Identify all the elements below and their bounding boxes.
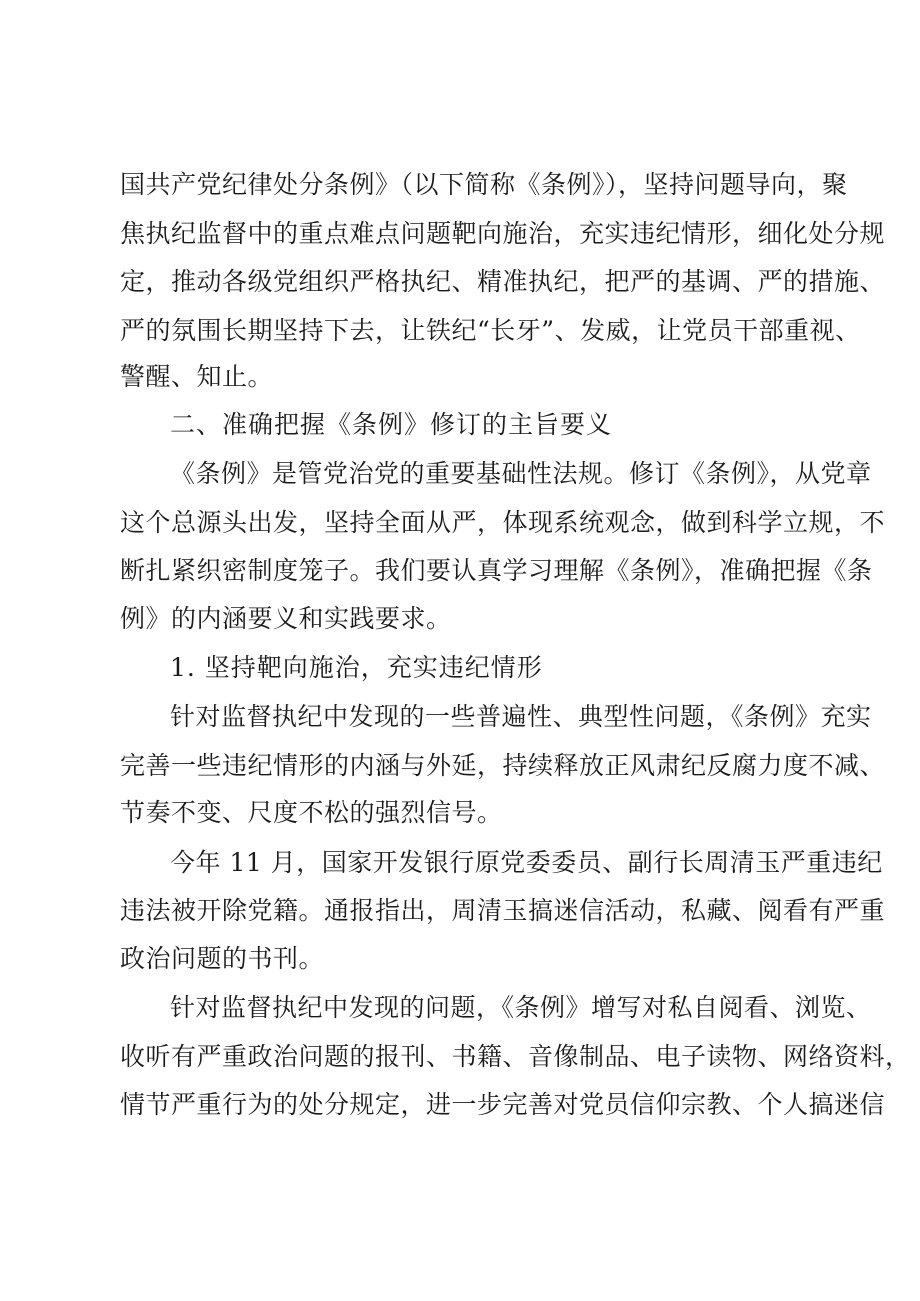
paragraph-line: 节奏不变、尺度不松的强烈信号。 xyxy=(120,798,503,827)
paragraph-line: 断扎紧织密制度笼子。我们要认真学习理解《条例》，准确把握《条 xyxy=(120,556,873,585)
paragraph-line: 例》的内涵要义和实践要求。 xyxy=(120,604,452,633)
paragraph-line: 定，推动各级党组织严格执纪、精准执纪，把严的基调、严的措施、 xyxy=(120,267,886,296)
paragraph-line: 针对监督执纪中发现的问题，《条例》增写对私自阅看、浏览、 xyxy=(170,993,872,1022)
paragraph-line: 警醒、知止。 xyxy=(120,362,274,391)
subsection-heading: 1. 坚持靶向施治，充实违纪情形 xyxy=(170,653,543,682)
section-heading: 二、准确把握《条例》修订的主旨要义 xyxy=(170,410,613,439)
paragraph-line: 严的氛围长期坚持下去，让铁纪“长牙”、发威，让党员干部重视、 xyxy=(120,316,861,345)
paragraph-line: 《条例》是管党治党的重要基础性法规。修订《条例》，从党章 xyxy=(170,459,872,488)
paragraph-line: 情节严重行为的处分规定，进一步完善对党员信仰宗教、个人搞迷信 xyxy=(120,1090,886,1119)
paragraph-line: 收听有严重政治问题的报刊、书籍、音像制品、电子读物、网络资料， xyxy=(120,1042,911,1071)
paragraph-line: 今年 11 月，国家开发银行原党委委员、副行长周清玉严重违纪 xyxy=(170,848,883,877)
paragraph-line: 国共产党纪律处分条例》（以下简称《条例》），坚持问题导向，聚 xyxy=(120,170,848,199)
paragraph-line: 完善一些违纪情形的内涵与外延，持续释放正风肃纪反腐力度不减、 xyxy=(120,751,886,780)
paragraph-line: 违法被开除党籍。通报指出，周清玉搞迷信活动，私藏、阅看有严重 xyxy=(120,896,886,925)
paragraph-line: 焦执纪监督中的重点难点问题靶向施治，充实违纪情形，细化处分规 xyxy=(120,219,886,248)
paragraph-line: 针对监督执纪中发现的一些普遍性、典型性问题，《条例》充实 xyxy=(170,702,872,731)
paragraph-line: 这个总源头出发，坚持全面从严，体现系统观念，做到科学立规，不 xyxy=(120,508,886,537)
paragraph-line: 政治问题的书刊。 xyxy=(120,944,325,973)
